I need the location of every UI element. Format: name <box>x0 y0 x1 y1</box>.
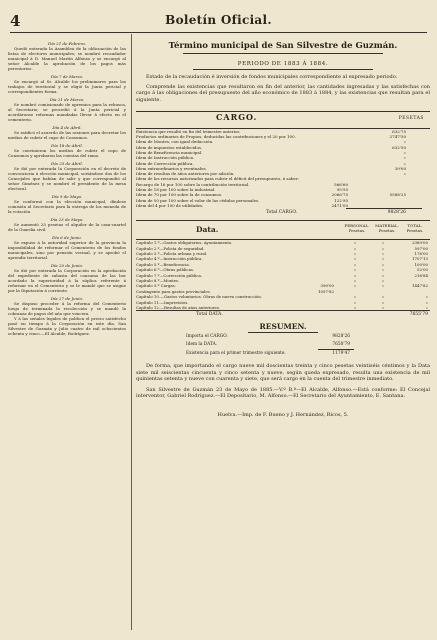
cargo-row-label: Idem de resultas de años anteriores por adición. <box>136 171 235 177</box>
data-row-material: » <box>381 261 385 267</box>
data-row-personal: » <box>353 299 357 305</box>
data-row-personal: » <box>353 245 357 251</box>
data-row-label: Capítulo 9.º Cargas. <box>136 283 176 289</box>
minute-date: Día 18 de Abril. <box>51 143 83 148</box>
minute-text: Se encargó al Sr. Alcalde los preliminares para los trabajos de territorial y se eligió la Junta pericial y correspondientes forma. <box>8 79 126 94</box>
personal-header: PERSONAL. Pesetas. <box>344 223 370 234</box>
period-subtitle: PERIODO DE 1883 Á 1884. <box>237 61 329 67</box>
data-row-personal: » <box>353 272 357 278</box>
data-row-label: Capítulo 4.º—Instrucción pública. <box>136 256 203 262</box>
resumen-row <box>136 333 430 341</box>
cargo-title: CARGO. <box>216 111 258 122</box>
cargo-total-row <box>136 209 430 216</box>
data-row-material: » <box>381 278 385 283</box>
cargo-row-label: Productos ordinarios de Propios, deducidas las contribuciones y el 20 por 100. <box>136 134 296 140</box>
cargo-row-value: » <box>403 139 406 145</box>
minute-text: Se ratificó el acuerdo de las sesiones para decretar los medios de cubrir el cupo de Consumos. <box>8 130 126 140</box>
cargo-unit: PESETAS <box>398 115 424 121</box>
data-row-personal: » <box>353 294 357 300</box>
material-header: MATERIAL. Pesetas. <box>375 223 399 234</box>
data-row-personal: » <box>353 251 357 257</box>
data-row-total: » <box>425 304 428 310</box>
cargo-row-value: 632'75 <box>392 128 406 134</box>
minute-text: Se dió por enterada la Corporación en la aprobación del expediente de subasta del consumo de las bor acordado la superioridad á la súplica referente á reformar en el Cementerio y se le mandó que se asigne por la Diputación á corriente. <box>8 268 126 293</box>
data-row-material: » <box>381 240 385 246</box>
cargo-row-label: Idem de 70 por 100 sobre la de consumos. <box>136 192 223 198</box>
data-row-total: 52'00 <box>417 267 428 273</box>
cargo-row-label: Idem de los recursos autorizados para cubrir el déficit del presupuesto, á saber: <box>136 176 300 182</box>
existencia-label: Existencia para el primer trimestre siguiente. <box>186 351 286 357</box>
minute-text: Se conformó con la elección municipal, díndose comisión al Secretario para la entrega de los moneda de la votación. <box>8 199 126 214</box>
cargo-row-value: » <box>403 150 406 155</box>
data-row-personal: » <box>353 278 357 283</box>
data-row-label: Capítulo 1.º—Gastos obligatorios. Ayuntamiento. <box>136 240 233 246</box>
minute-date: Día 9 de Mayo. <box>51 194 83 199</box>
subtitle-rule <box>193 69 373 70</box>
cargo-row-label: Idem de Instrucción pública. <box>136 155 195 161</box>
cargo-row-sub: 2471'00 <box>331 202 348 208</box>
data-title: Data. <box>196 225 219 235</box>
cargo-row-sub: 566'60 <box>334 181 348 187</box>
minute-text: Quedó enterada la Asamblea de la oblicuación de las listas de electores municipales; se nombró recaudador municipal á D. Manuel Martín Alfonso y se encargó al señor Alcalde la aprobación de los pagos más perentorios. <box>8 46 126 71</box>
cargo-row-value: » <box>403 160 406 166</box>
resumen-row-label: Importa el CARGO. <box>186 334 228 340</box>
cargo-row-value: 2747'50 <box>389 134 406 140</box>
cargo-row-value: 632'50 <box>392 144 406 150</box>
right-column-accounts <box>136 38 430 630</box>
data-row-total: 1447'82 <box>412 283 428 289</box>
minute-date: Día 25 de Abril. <box>51 161 83 166</box>
data-row-material: » <box>381 299 385 305</box>
data-row-label: Capítulo 8.º—Montes. <box>136 278 180 283</box>
resumen-row <box>136 341 430 349</box>
page-number: 4 <box>10 12 21 30</box>
minute-text: Se aumentó 25 pesetas el alquiler de la casa-cuartel de la Guardia civil. <box>8 222 126 232</box>
data-total-row <box>136 310 430 319</box>
minute-text: Se dió por enterada la Corporación en el decreto de convocatoria á elección municipal, sortándose dos de los Concejales que habían de salir y que correspondió al señor Giménez y se nombró el presidente de la mesa electoral. <box>8 166 126 191</box>
data-row-label: Capítulo 11.—Imprevistos. <box>136 299 189 305</box>
cargo-table <box>136 129 430 208</box>
data-row-total: 1707'13 <box>412 256 428 262</box>
cargo-total-value: 9828'26 <box>387 210 406 216</box>
left-column-minutes <box>8 38 126 628</box>
minute-date: Día 21 de Marzo. <box>49 97 85 102</box>
minute-date: Día 27 de Junio. <box>50 296 84 301</box>
resumen-title: RESUMEN. <box>259 322 307 332</box>
data-header <box>136 220 430 240</box>
cargo-row-label: Idem de impuestos establecidos. <box>136 144 203 150</box>
cargo-row-label: Idem del 4 por 100 de utilidades. <box>136 202 204 208</box>
cargo-total-label: Total CARGO. <box>266 210 298 216</box>
intro-paragraph-2: Comprende las existencias que resultaron en fin del anterior, las cantidades ingresadas y las satisfechas con cargo á las obligaciones del presupuesto del año económico de 1883 á 1884, y las existencias que resultan para el siguiente. <box>136 84 430 103</box>
data-row-label: Capítulo 5.º—Beneficencia. <box>136 261 190 267</box>
minute-text: Se expuso á la autoridad superior de la provincia la imposibilidad de reformar el Cementerio de los fondos municipales, sino por pensión vecinal, y se aprobó el aprendiz territorial. <box>8 240 126 260</box>
cargo-row-sub: 95'95 <box>336 187 348 193</box>
cargo-header <box>136 111 430 129</box>
minute-text: Se dispuso proceder á la reforma del Cementerio luego de terminada la recolección y se mandó la cobranza de pagos del año que vencera. <box>8 301 126 316</box>
publication-title: Boletín Oficial. <box>165 13 272 27</box>
signature-paragraph: San Silvestre de Guzmán 23 de Mayo de 1885.—V.º B.º—El Alcalde, Alfonso.—Está conforme: El Concejal interventor, Gabriel Rodríguez.—El Depositario, M. Alfonso.—El Secretario del Ayuntamiento, E. Santana. <box>136 386 430 400</box>
minute-date: Día 20 de Junio. <box>50 263 84 268</box>
cargo-row <box>136 203 430 208</box>
cargo-row-value: » <box>403 171 406 177</box>
title-rule <box>183 53 383 54</box>
data-row-total: » <box>425 299 428 305</box>
data-row-sub: 390'00 <box>320 283 334 289</box>
cargo-row-label: Idem de Corrección pública. <box>136 160 194 166</box>
cargo-row-sub: 122'95 <box>334 197 348 203</box>
data-row-total: 216'84 <box>414 272 428 278</box>
data-row-material: » <box>381 304 385 310</box>
data-row-total: » <box>425 294 428 300</box>
cargo-row-label: Idem de 18 por 100 sobre la industrial. <box>136 187 216 193</box>
cargo-row-label: Idem de Beneficencia municipal. <box>136 150 203 155</box>
data-row-material: » <box>381 272 385 278</box>
minute-date: Día 7 de Marzo. <box>50 74 84 79</box>
cargo-row-value: 39'00 <box>394 165 406 171</box>
resumen-row-value: 7650'79 <box>332 342 350 348</box>
municipality-title: Término municipal de San Silvestre de Guzmán. <box>168 41 398 51</box>
data-row-personal: » <box>353 283 357 289</box>
minute-text: Se convinieron los medios de cubrir el cupo de Consumos y aprobaron las cuentas del ramo. <box>8 148 126 158</box>
data-row-label: Capítulo 10.—Gastos voluntarios. Obras de nueva construcción. <box>136 294 262 300</box>
page-header <box>10 12 427 30</box>
minute-text: Se nombró comisionado de apremios para la rebusca, al Secretario; se procedió á la Junta pericial y acordáronse reformas mandadas llevar á efecto en el cementerio. <box>8 102 126 122</box>
data-row-personal: » <box>353 304 357 310</box>
data-row-label: Capítulo 3.º—Policía urbana y rural. <box>136 251 208 257</box>
data-row-material: » <box>381 245 385 251</box>
column-divider <box>131 34 132 630</box>
cargo-row-label: Idem de 50 por 100 sobre el valor de las cédulas personales. <box>136 197 260 203</box>
data-row-label: Capítulo 6.º—Obras públicas. <box>136 267 195 273</box>
data-total-value: 7655'79 <box>409 312 428 318</box>
minute-date: Día 21 de Febrero. <box>48 41 86 46</box>
cargo-row-label: Existencia que resultó en fin del trimestre anterior. <box>136 128 241 134</box>
resumen-row-value: 9828'26 <box>332 334 350 340</box>
data-total-label: Total DATA. <box>196 312 223 318</box>
cargo-row-value: 5588'25 <box>389 192 406 198</box>
data-row-material: » <box>381 267 385 273</box>
data-row-personal: » <box>353 267 357 273</box>
data-row-personal: » <box>353 256 357 262</box>
cargo-row-sub: 2066'75 <box>331 192 348 198</box>
total-header: TOTAL. Pesetas. <box>406 223 424 234</box>
data-row-label: Capítulo 12.—Resultas de años anteriores. <box>136 304 221 310</box>
data-row-total: 100'00 <box>414 261 428 267</box>
cargo-row-value: » <box>403 155 406 161</box>
data-row-material: » <box>381 251 385 257</box>
data-row-label: Capítulo 7.º—Corrección pública. <box>136 272 203 278</box>
data-row-material: » <box>381 256 385 262</box>
intro-paragraph-1: Estado de la recaudación é inversión de fondos municipales correspondiente al expresado periodo. <box>146 74 398 80</box>
printer-imprint: Huelva.—Imp. de F. Bueno y J. Hernández, Ricos, 5. <box>217 412 349 419</box>
header-rule <box>10 32 427 33</box>
existencia-value: 1179'47 <box>332 351 350 357</box>
resumen-row-label: Idem la DATA. <box>186 342 218 348</box>
cargo-row-label: Recargo de 16 por 100 sobre la contribución territorial. <box>136 181 250 187</box>
existencia-row <box>136 350 430 358</box>
resumen-table <box>136 333 430 349</box>
cargo-row-label: Idem extraordinarios y eventuales. <box>136 165 207 171</box>
data-row-total: 176'00 <box>414 251 428 257</box>
data-row-material: » <box>381 283 385 289</box>
closing-paragraph: De forma, que importando el cargo nueve mil doscientas treinta y cinco pesetas veintiséis céntimos y la Data siete mil seiscientas cincuenta y cinco setenta y nueve, según queda expresado, resulta una existencia de mil quinientas setenta y nueve con cuarenta y siete, que será cargo en la cuenta del trimestre inmediato. <box>136 363 430 382</box>
data-row-label: Contingente para gastos provinciales. <box>136 288 211 294</box>
cargo-row-label: Idem de Montes, con igual deducción. <box>136 139 214 145</box>
minute-date: Día 23 de Mayo. <box>50 217 84 222</box>
data-row-sub: 1057'82 <box>318 288 334 294</box>
minute-date: Día 6 de Junio. <box>52 235 82 240</box>
data-row-label: Capítulo 2.º—Policía de seguridad. <box>136 245 205 251</box>
minute-text: Y á las señales legales de política el precio satisfecho pasó en tiempo á la Corporación en este día. San Silvestre de Guzmán y Julio cuatro de mil ochocientos ochenta y cinco.—El Alcalde, Rodríguez. <box>8 316 126 336</box>
data-row-total: 2389'00 <box>412 240 428 246</box>
data-row-total: 597'00 <box>414 245 428 251</box>
minute-date: Día 4 de Abril. <box>52 125 82 130</box>
data-table <box>136 240 430 310</box>
data-row-personal: » <box>353 261 357 267</box>
data-row-personal: » <box>353 240 357 246</box>
data-row-material: » <box>381 294 385 300</box>
